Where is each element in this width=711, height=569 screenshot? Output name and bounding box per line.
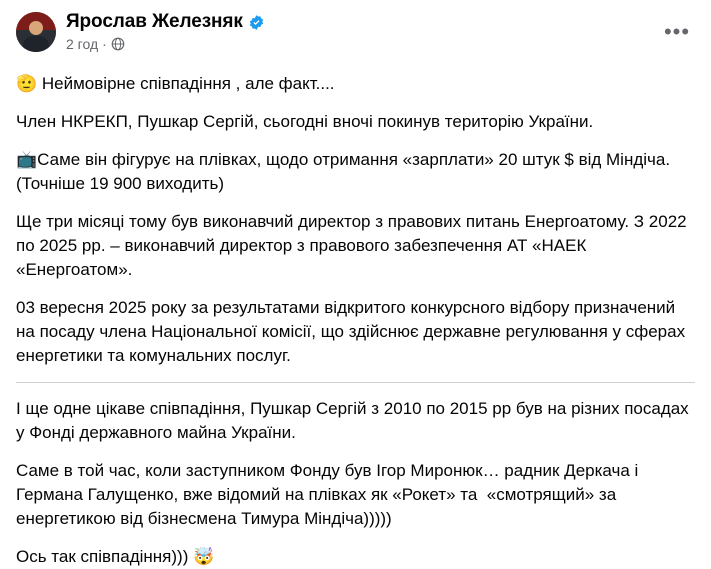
globe-icon[interactable]: [111, 37, 125, 51]
post-header-text: [66, 10, 265, 52]
post-paragraph: [16, 296, 695, 368]
post-body: [16, 62, 695, 569]
paragraph-text: Член НКРЕКП, Пушкар Сергій, сьогодні вночі покинув територію України.: [16, 112, 594, 131]
avatar-head-shape: [29, 21, 43, 35]
post-paragraph: [16, 545, 695, 569]
post-paragraph: [16, 397, 695, 445]
post-meta: [66, 36, 265, 52]
post-timestamp[interactable]: 2 год: [66, 36, 99, 52]
paragraph-text: І ще одне цікаве співпадіння, Пушкар Сергій з 2010 по 2015 рр був на різних посадах у Фонді державного майна України.: [16, 399, 694, 442]
post-paragraph: [16, 72, 695, 96]
post-paragraph: [16, 459, 695, 531]
paragraph-text: 03 вересня 2025 року за результатами відкритого конкурсного відбору призначений на посаду члена Національної комісії, що здійснює державне регулювання у сферах енергетики та комунальних послуг.: [16, 298, 690, 365]
content-divider: [16, 382, 695, 383]
avatar-shoulders-shape: [23, 36, 49, 52]
paragraph-text: Ще три місяці тому був виконавчий директор з правових питань Енергоатому. З 2022 по 2025 рр. – виконавчий директор з правового забезпечення АТ «НАЕК «Енергоатом».: [16, 212, 692, 279]
author-row: [66, 11, 265, 33]
avatar[interactable]: [16, 12, 56, 52]
tv-emoji-icon: 📺: [16, 150, 38, 170]
salute-emoji-icon: 🫡: [16, 74, 38, 94]
verified-badge-icon: [248, 14, 265, 31]
post-paragraph: [16, 110, 695, 134]
paragraph-text: Саме він фігурує на плівках, щодо отримання «зарплати» 20 штук $ від Міндіча. (Точніше 19 900 виходить): [16, 150, 675, 193]
post-paragraph: [16, 210, 695, 282]
paragraph-text: Саме в той час, коли заступником Фонду був Ігор Миронюк… радник Деркача і Германа Галущенко, вже відомий на плівках як «Рокет» та «смотрящий» за енергетикою від бізнесмена Тимура Міндіча))))): [16, 461, 644, 528]
post-paragraph: [16, 148, 695, 196]
paragraph-text: Ось так співпадіння))) 🤯: [16, 547, 215, 566]
post-header: [16, 10, 695, 62]
meta-separator: ·: [102, 36, 107, 52]
paragraph-text: Неймовірне співпадіння , але факт....: [37, 74, 335, 93]
author-name[interactable]: Ярослав Железняк: [66, 11, 243, 32]
more-options-button[interactable]: •••: [663, 19, 691, 44]
